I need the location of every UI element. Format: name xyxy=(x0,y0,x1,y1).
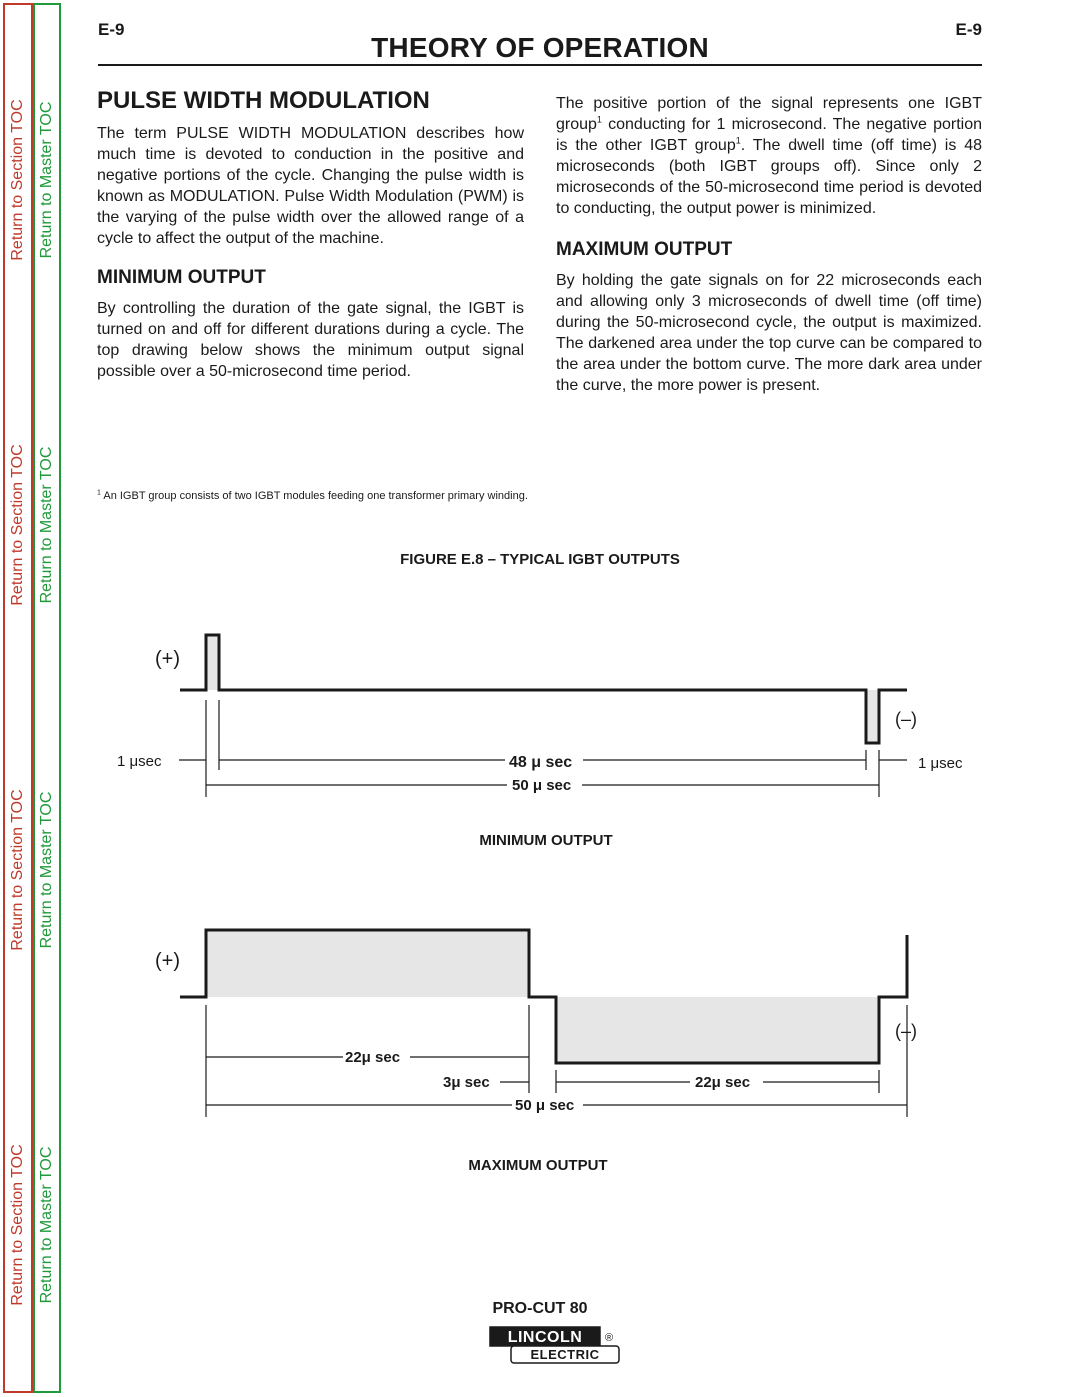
min-pulse-right-time: 1 μsec xyxy=(918,755,963,772)
return-to-section-toc-link-1[interactable]: Return to Section TOC xyxy=(9,99,26,261)
min-positive-label: (+) xyxy=(155,648,180,670)
min-period-time: 50 μ sec xyxy=(512,777,572,794)
pwm-intro-paragraph: The term PULSE WIDTH MODULATION describes how much time is devoted to conduction in the positive and negative portions of the cycle. Changing the pulse width is known as MODULATION. Pulse Width Modulation (PWM) is the varying of the pulse width over the allowed range of a cycle to affect the output of the machine. xyxy=(97,125,524,247)
section-heading: PULSE WIDTH MODULATION xyxy=(97,87,430,114)
svg-text:®: ® xyxy=(604,1332,614,1344)
return-to-master-toc-link-2[interactable]: Return to Master TOC xyxy=(38,446,55,604)
figure-caption: FIGURE E.8 – TYPICAL IGBT OUTPUTS xyxy=(400,551,680,568)
return-to-section-toc-link-4[interactable]: Return to Section TOC xyxy=(9,1144,26,1306)
minimum-waveform-line xyxy=(180,635,907,743)
page-number-left: E-9 xyxy=(98,20,125,39)
page-number-right: E-9 xyxy=(955,20,982,39)
svg-text:LINCOLN: LINCOLN xyxy=(507,1329,583,1346)
footnote-ref: 1 xyxy=(596,114,602,125)
minimum-output-label: MINIMUM OUTPUT xyxy=(479,832,613,849)
negative-area-fill xyxy=(556,997,879,1063)
model-name: PRO-CUT 80 xyxy=(492,1300,588,1317)
max-dwell-time: 3μ sec xyxy=(443,1074,490,1091)
maximum-output-heading: MAXIMUM OUTPUT xyxy=(556,239,733,260)
return-to-section-toc-link-2[interactable]: Return to Section TOC xyxy=(9,444,26,606)
footnote-ref: 1 xyxy=(735,135,741,146)
negative-pulse-fill xyxy=(866,690,879,743)
max-positive-label: (+) xyxy=(155,950,180,972)
return-to-master-toc-link-1[interactable]: Return to Master TOC xyxy=(38,101,55,259)
minimum-output-heading: MINIMUM OUTPUT xyxy=(97,267,266,288)
maximum-output-label: MAXIMUM OUTPUT xyxy=(468,1157,608,1174)
positive-pulse-fill xyxy=(206,635,219,690)
max-negative-on-time: 22μ sec xyxy=(695,1074,751,1091)
max-negative-label: (–) xyxy=(895,1021,917,1041)
svg-text:ELECTRIC: ELECTRIC xyxy=(530,1347,600,1362)
minimum-output-paragraph: By controlling the duration of the gate signal, the IGBT is turned on and off for different durations during a cycle. The top drawing below shows the minimum output signal possible over a 50-microsecond time period. xyxy=(97,300,524,380)
min-pulse-left-time: 1 μsec xyxy=(117,753,162,770)
maximum-output-paragraph: By holding the gate signals on for 22 microseconds each and allowing only 3 microseconds of dwell time (off time) during the 50-microsecond cycle, the output is maximized. The darkened area under the top curve can be compared to the area under the bottom curve. The more dark area under the curve, the more power is present. xyxy=(556,272,982,394)
max-positive-on-time: 22μ sec xyxy=(345,1049,401,1066)
positive-area-fill xyxy=(206,930,529,997)
return-to-master-toc-link-4[interactable]: Return to Master TOC xyxy=(38,1146,55,1304)
page-title: THEORY OF OPERATION xyxy=(371,32,709,63)
min-negative-label: (–) xyxy=(895,709,917,729)
igbt-group-paragraph: The positive portion of the signal represents one IGBT group$^1$ conducting for 1 microsecond. The negative portion is the other IGBT group$^1$. The dwell time (off time) is 48 microseconds (both IGBT groups off). Since only 2 microseconds of the 50-microsecond time period is devoted to conducting, the output power is minimized. xyxy=(556,95,983,217)
maximum-output-waveform xyxy=(180,930,907,1063)
return-to-section-toc-link-3[interactable]: Return to Section TOC xyxy=(9,789,26,951)
min-dwell-time: 48 μ sec xyxy=(509,754,573,771)
lincoln-electric-logo xyxy=(487,1324,625,1368)
minimum-output-waveform xyxy=(180,635,907,743)
return-to-master-toc-link-3[interactable]: Return to Master TOC xyxy=(38,791,55,949)
max-period-time: 50 μ sec xyxy=(515,1097,575,1114)
footnote: $^1$ An IGBT group consists of two IGBT modules feeding one transformer primary winding. xyxy=(97,489,528,502)
